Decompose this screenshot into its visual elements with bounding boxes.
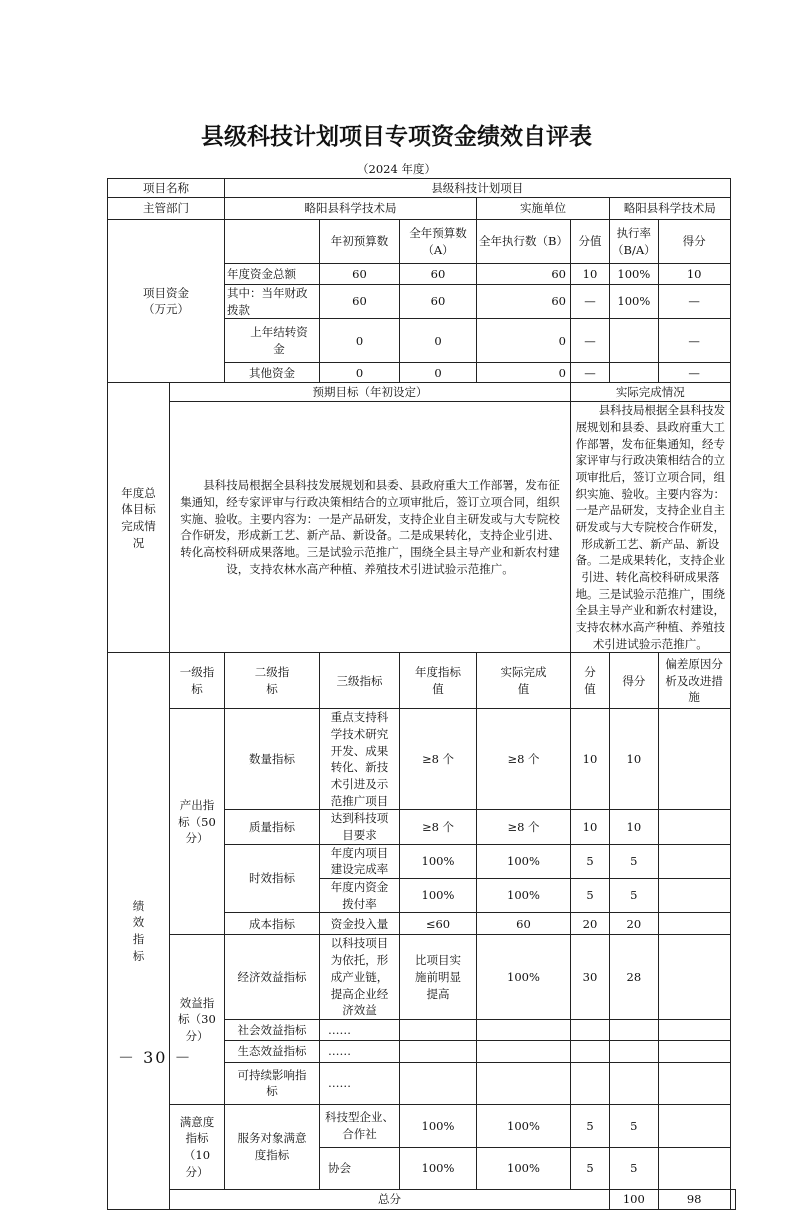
target: [400, 1019, 477, 1040]
fund-row-name: 年度资金总额: [225, 264, 320, 285]
level2: 成本指标: [225, 913, 320, 935]
value: 10: [571, 709, 610, 810]
score: [610, 1062, 659, 1104]
fund-annual: 0: [400, 319, 477, 363]
perf-header: 二级指标: [225, 653, 320, 709]
fund-row-name: 其中：当年财政拨款: [225, 285, 320, 319]
goals-label: 年度总体目标完成情况: [108, 383, 170, 653]
target: 100%: [400, 1104, 477, 1147]
level3: 年度内项目建设完成率: [320, 844, 400, 878]
fund-row-name: 其他资金: [225, 363, 320, 383]
fund-score-value: —: [571, 319, 610, 363]
target: 100%: [400, 1147, 477, 1189]
level2: 生态效益指标: [225, 1040, 320, 1062]
fund-initial: 60: [320, 264, 400, 285]
dept-value: 略阳县科学技术局: [225, 198, 477, 220]
level3: ……: [320, 1062, 400, 1104]
funds-header: 执行率（B/A）: [610, 220, 659, 264]
project-name-label: 项目名称: [108, 179, 225, 198]
actual-text: 县科技局根据全县科技发展规划和县委、县政府重大工作部署，发布征集通知，经专家评审与行政决策相结合的立项审批后，签订立项合同，组织实施、验收。主要内容为：一是产品研发，支持企业自主研发或与大专院校合作研发，形成新工艺、新产品、新设备。二是成果转化，支持企业引进、转化高校科研成果落地。三是试验示范推广，围绕全县主导产业和新农村建设，支持农林水高产种植、养殖技术引进试验示范推广。: [571, 402, 731, 653]
deviation: [658, 1147, 730, 1189]
fund-score: —: [658, 285, 730, 319]
deviation: [658, 844, 730, 878]
level2: 时效指标: [225, 844, 320, 913]
deviation: [658, 935, 730, 1019]
value: 5: [571, 879, 610, 913]
perf-header: 得分: [610, 653, 659, 709]
level3: 科技型企业、合作社: [320, 1104, 400, 1147]
level3: 协会: [320, 1147, 400, 1189]
deviation: [658, 810, 730, 844]
expected-header: 预期目标（年初设定）: [170, 383, 571, 402]
score: 10: [610, 709, 659, 810]
fund-executed: 60: [477, 285, 571, 319]
fund-initial: 0: [320, 319, 400, 363]
fund-rate: 100%: [610, 264, 659, 285]
level3: 达到科技项目要求: [320, 810, 400, 844]
actual: ≥8 个: [477, 709, 571, 810]
performance-label: 绩效指标: [108, 653, 170, 1209]
score: 5: [610, 1104, 659, 1147]
deviation: [658, 1019, 730, 1040]
value: 20: [571, 913, 610, 935]
level3: ……: [320, 1019, 400, 1040]
level2: 社会效益指标: [225, 1019, 320, 1040]
performance-table: [107, 178, 736, 1210]
target: 100%: [400, 879, 477, 913]
target: ≤60: [400, 913, 477, 935]
value: [571, 1040, 610, 1062]
fund-rate: [610, 363, 659, 383]
fund-annual: 0: [400, 363, 477, 383]
value: 5: [571, 844, 610, 878]
funds-header: 全年预算数（A）: [400, 220, 477, 264]
level3: 以科技项目为依托，形成产业链，提高企业经济效益: [320, 935, 400, 1019]
target: [400, 1040, 477, 1062]
fund-score: —: [658, 319, 730, 363]
score: [610, 1019, 659, 1040]
fund-annual: 60: [400, 285, 477, 319]
fund-annual: 60: [400, 264, 477, 285]
deviation: [658, 913, 730, 935]
level2: 服务对象满意度指标: [225, 1104, 320, 1189]
fund-score: 10: [658, 264, 730, 285]
value: 5: [571, 1147, 610, 1189]
level3: ……: [320, 1040, 400, 1062]
actual: [477, 1019, 571, 1040]
actual: 100%: [477, 1104, 571, 1147]
actual: [477, 1062, 571, 1104]
fund-initial: 60: [320, 285, 400, 319]
satisfaction-label: 满意度指标（10分）: [170, 1104, 225, 1189]
level2: 质量指标: [225, 810, 320, 844]
score: 20: [610, 913, 659, 935]
output-label: 产出指标（50分）: [170, 709, 225, 935]
value: 10: [571, 810, 610, 844]
fund-executed: 0: [477, 363, 571, 383]
deviation: [658, 1062, 730, 1104]
actual: 100%: [477, 879, 571, 913]
level2: 数量指标: [225, 709, 320, 810]
actual: 100%: [477, 1147, 571, 1189]
score: 10: [610, 810, 659, 844]
fund-rate: [610, 319, 659, 363]
perf-header: 实际完成值: [477, 653, 571, 709]
fund-score-value: 10: [571, 264, 610, 285]
level3: 年度内资金拨付率: [320, 879, 400, 913]
fund-score-value: —: [571, 285, 610, 319]
impl-label: 实施单位: [477, 198, 610, 220]
page-title: 县级科技计划项目专项资金绩效自评表: [201, 124, 592, 150]
deviation: [658, 879, 730, 913]
funds-header: 分值: [571, 220, 610, 264]
score: 5: [610, 844, 659, 878]
level2: 经济效益指标: [225, 935, 320, 1019]
project-name-value: 县级科技计划项目: [225, 179, 731, 198]
dept-label: 主管部门: [108, 198, 225, 220]
actual-header: 实际完成情况: [571, 383, 731, 402]
score: 5: [610, 1147, 659, 1189]
fund-executed: 60: [477, 264, 571, 285]
fund-rate: 100%: [610, 285, 659, 319]
impl-value: 略阳县科学技术局: [610, 198, 731, 220]
fund-row-name: 上年结转资金: [225, 319, 320, 363]
perf-header: 分值: [571, 653, 610, 709]
year-label: （2024 年度）: [357, 162, 436, 176]
fund-executed: 0: [477, 319, 571, 363]
funds-header: 年初预算数: [320, 220, 400, 264]
target: ≥8 个: [400, 810, 477, 844]
perf-header: 偏差原因分析及改进措施: [658, 653, 730, 709]
fund-initial: 0: [320, 363, 400, 383]
actual: 100%: [477, 844, 571, 878]
benefit-label: 效益指标（30分）: [170, 935, 225, 1104]
value: [571, 1062, 610, 1104]
level2: 可持续影响指标: [225, 1062, 320, 1104]
score: 5: [610, 879, 659, 913]
value: [571, 1019, 610, 1040]
target: ≥8 个: [400, 709, 477, 810]
fund-score-value: —: [571, 363, 610, 383]
actual: 60: [477, 913, 571, 935]
total-score: 98: [658, 1189, 730, 1209]
expected-text: 县科技局根据全县科技发展规划和县委、县政府重大工作部署，发布征集通知，经专家评审与行政决策相结合的立项审批后，签订立项合同，组织实施、验收。主要内容为：一是产品研发，支持企业自主研发或与大专院校合作研发，形成新工艺、新产品、新设备。二是成果转化，支持企业引进、转化高校科研成果落地。三是试验示范推广，围绕全县主导产业和新农村建设，支持农林水高产种植、养殖技术引进试验示范推广。: [170, 402, 571, 653]
target: 100%: [400, 844, 477, 878]
score: 28: [610, 935, 659, 1019]
target: 比项目实施前明显提高: [400, 935, 477, 1019]
funds-label: 项目资金 （万元）: [108, 220, 225, 383]
value: 5: [571, 1104, 610, 1147]
target: [400, 1062, 477, 1104]
deviation: [658, 1104, 730, 1147]
total-value: 100: [610, 1189, 659, 1209]
perf-header: 一级指标: [170, 653, 225, 709]
actual: ≥8 个: [477, 810, 571, 844]
page-number: － 30 －: [118, 1048, 193, 1067]
total-deviation: [730, 1189, 735, 1209]
level3: 重点支持科学技术研究开发、成果转化、新技术引进及示范推广项目: [320, 709, 400, 810]
actual: [477, 1040, 571, 1062]
score: [610, 1040, 659, 1062]
actual: 100%: [477, 935, 571, 1019]
funds-header: 得分: [658, 220, 730, 264]
deviation: [658, 1040, 730, 1062]
value: 30: [571, 935, 610, 1019]
total-label: 总分: [170, 1189, 610, 1209]
fund-score: —: [658, 363, 730, 383]
perf-header: 年度指标值: [400, 653, 477, 709]
level3: 资金投入量: [320, 913, 400, 935]
funds-header: 全年执行数（B）: [477, 220, 571, 264]
funds-header-blank: [225, 220, 320, 264]
deviation: [658, 709, 730, 810]
perf-header: 三级指标: [320, 653, 400, 709]
